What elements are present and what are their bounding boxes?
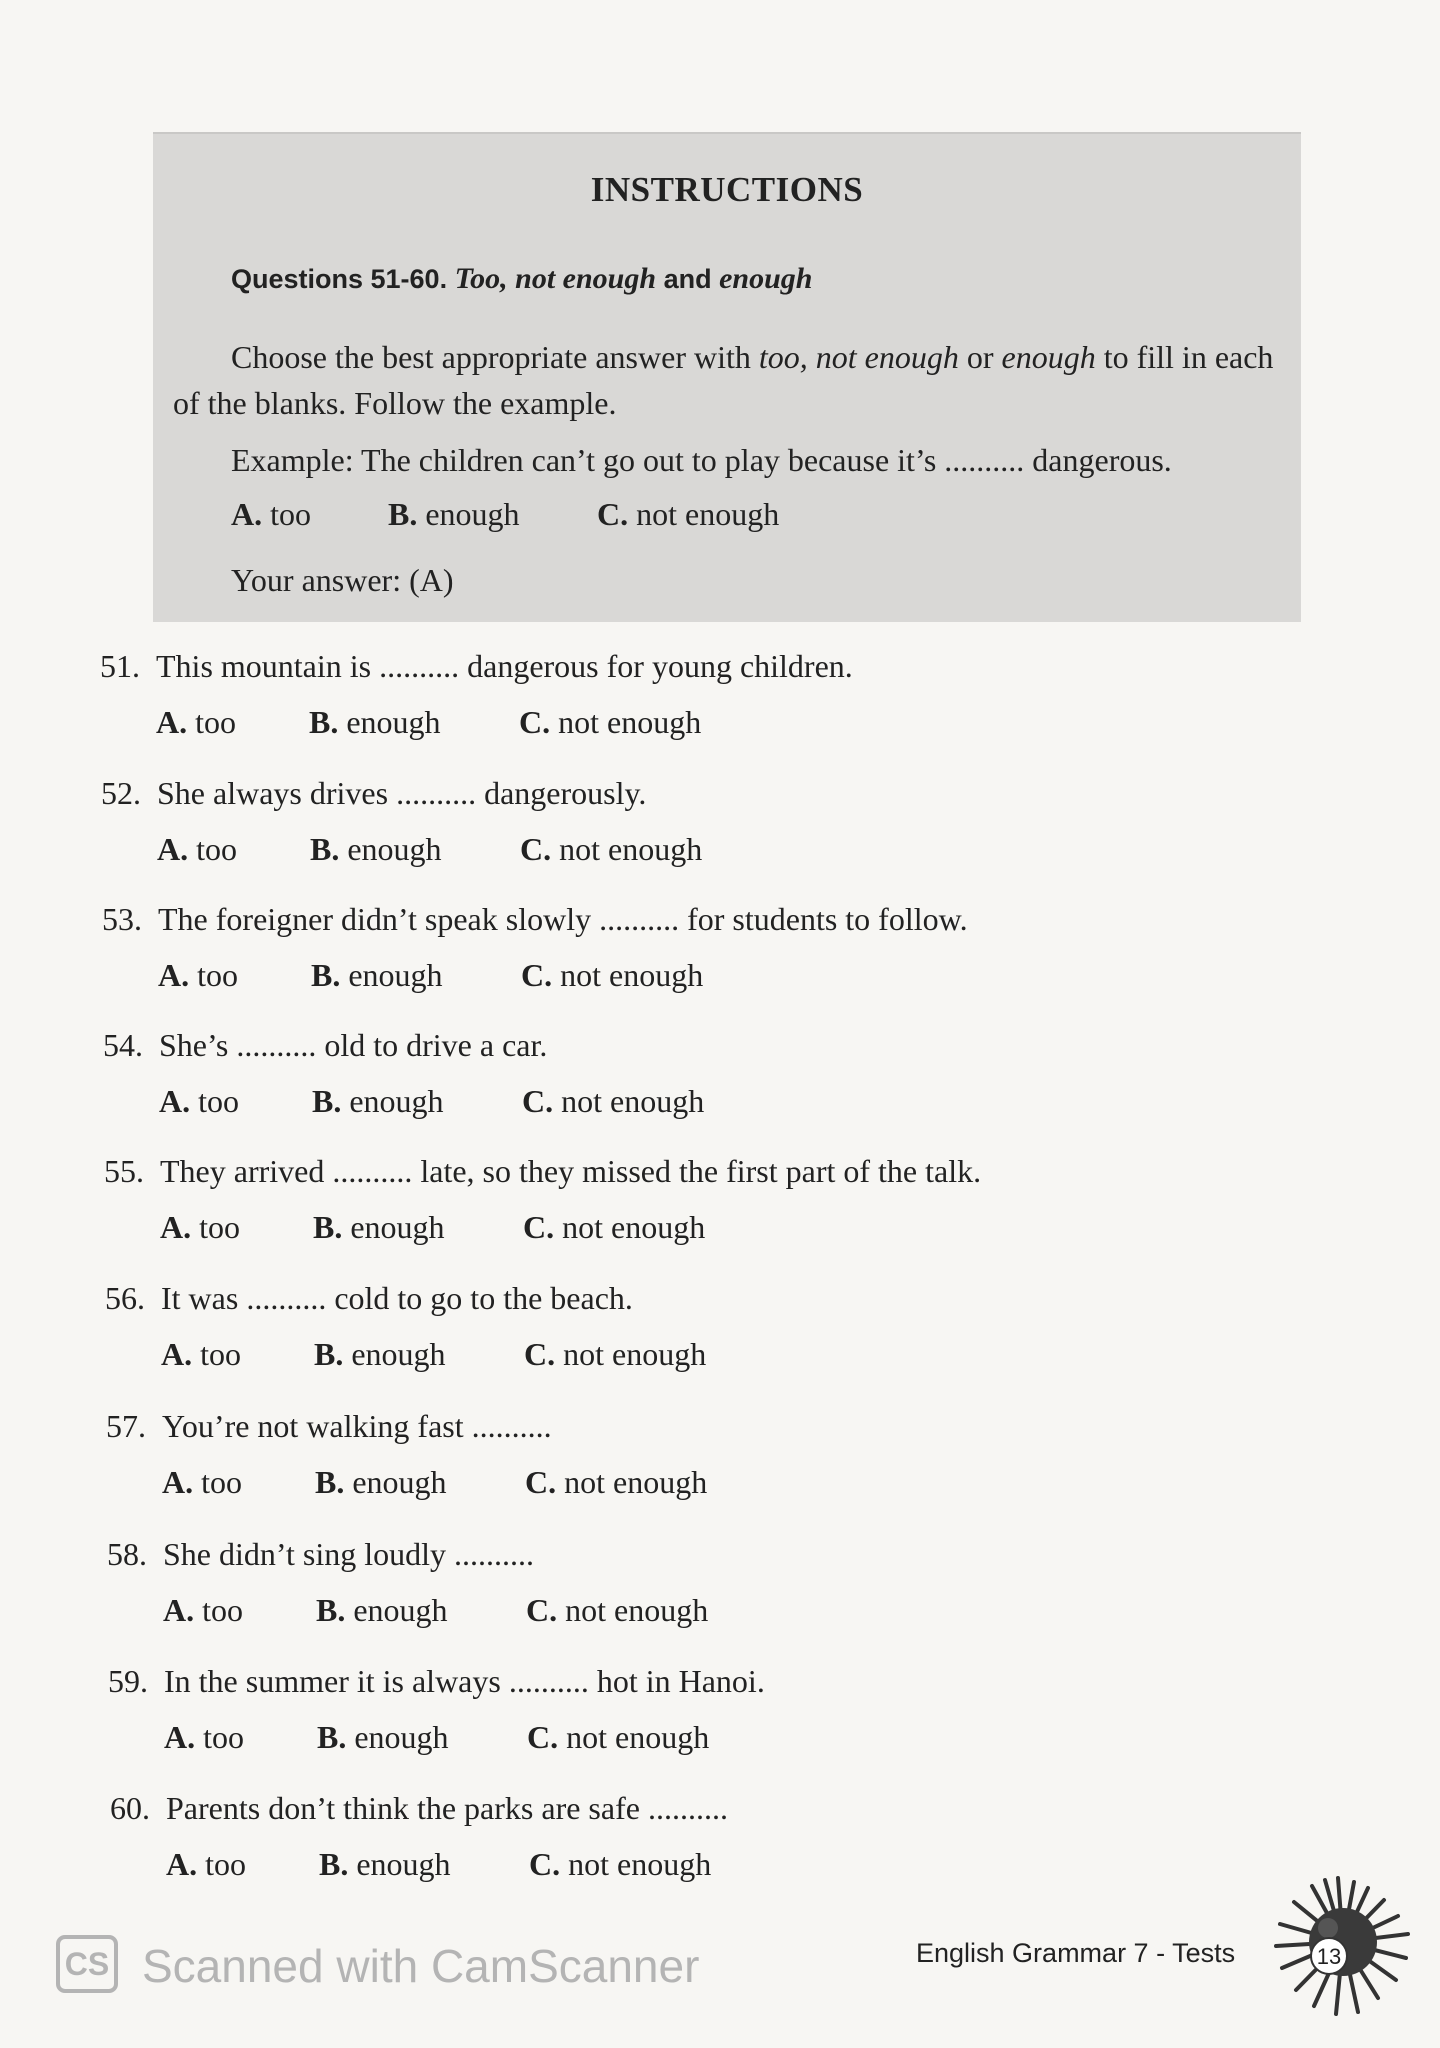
option-b[interactable]: B. enough: [315, 1464, 447, 1500]
question-number: 53.: [102, 901, 142, 937]
answer-options: [161, 1336, 1061, 1386]
range-label: Questions 51-60.: [231, 264, 448, 294]
option-c[interactable]: C. not enough: [524, 1336, 707, 1372]
example-answer: Your answer: (A): [231, 562, 454, 598]
book-title: English Grammar 7 - Tests: [916, 1938, 1236, 1968]
question-text: In the summer it is always .......... hot in Hanoi.: [164, 1663, 765, 1699]
question-number: 51.: [100, 648, 140, 684]
question-text: The foreigner didn’t speak slowly .......... for students to follow.: [158, 901, 968, 937]
option-b[interactable]: B. enough: [317, 1719, 449, 1755]
question-text: You’re not walking fast ..........: [162, 1408, 552, 1444]
option-b[interactable]: B. enough: [314, 1336, 446, 1372]
answer-options: [159, 1083, 1059, 1133]
question-text: It was .......... cold to go to the beach.: [161, 1280, 633, 1316]
answer-options: [160, 1209, 1060, 1259]
instructions-box: [153, 132, 1301, 622]
answer-options: [158, 957, 1058, 1007]
example-option-c: C. not enough: [597, 496, 780, 532]
question-text: This mountain is .......... dangerous for young children.: [156, 648, 853, 684]
instructions-paragraph: Choose the best appropriate answer with too, not enough or enough to fill in each of the blanks. Follow the example.: [173, 339, 1274, 421]
topic-enough: enough: [719, 262, 813, 295]
question-number: 60.: [110, 1790, 150, 1826]
answer-options: [163, 1592, 1063, 1642]
option-b[interactable]: B. enough: [316, 1592, 448, 1628]
option-a[interactable]: A. too: [164, 1719, 244, 1755]
option-c[interactable]: C. not enough: [527, 1719, 710, 1755]
question-number: 57.: [106, 1408, 146, 1444]
option-c[interactable]: C. not enough: [520, 831, 703, 867]
option-a[interactable]: A. too: [159, 1083, 239, 1119]
option-a[interactable]: A. too: [160, 1209, 240, 1245]
topic-too-not-enough: Too, not enough: [454, 262, 657, 295]
page-number: 13: [1310, 1937, 1348, 1975]
option-a[interactable]: A. too: [163, 1592, 243, 1628]
option-c[interactable]: C. not enough: [526, 1592, 709, 1628]
question-number: 55.: [104, 1153, 144, 1189]
option-a[interactable]: A. too: [166, 1846, 246, 1882]
option-b[interactable]: B. enough: [313, 1209, 445, 1245]
questions-range: [231, 262, 812, 296]
question-text: She always drives .......... dangerously.: [157, 775, 647, 811]
question-text: She didn’t sing loudly ..........: [163, 1536, 534, 1572]
question-number: 59.: [108, 1663, 148, 1699]
example-sentence: Example: The children can’t go out to play because it’s .......... dangerous.: [231, 442, 1172, 478]
example-option-b: B. enough: [388, 496, 520, 532]
camscanner-logo-icon: CS: [56, 1935, 118, 1993]
answer-options: [156, 704, 1056, 754]
question-text: They arrived .......... late, so they missed the first part of the talk.: [160, 1153, 982, 1189]
example-options: [231, 496, 1131, 546]
question-text: She’s .......... old to drive a car.: [159, 1027, 548, 1063]
question-number: 58.: [107, 1536, 147, 1572]
option-b[interactable]: B. enough: [312, 1083, 444, 1119]
option-c[interactable]: C. not enough: [525, 1464, 708, 1500]
answer-options: [162, 1464, 1062, 1514]
question-text: Parents don’t think the parks are safe ..........: [166, 1790, 728, 1826]
option-a[interactable]: A. too: [162, 1464, 242, 1500]
option-a[interactable]: A. too: [158, 957, 238, 993]
example-option-a: A. too: [231, 496, 311, 532]
question-number: 54.: [103, 1027, 143, 1063]
answer-options: [164, 1719, 1064, 1769]
option-a[interactable]: A. too: [157, 831, 237, 867]
answer-options: [166, 1846, 1066, 1896]
watermark-text: Scanned with CamScanner: [142, 1940, 700, 1992]
option-c[interactable]: C. not enough: [522, 1083, 705, 1119]
option-b[interactable]: B. enough: [309, 704, 441, 740]
option-c[interactable]: C. not enough: [519, 704, 702, 740]
option-a[interactable]: A. too: [161, 1336, 241, 1372]
instructions-title: INSTRUCTIONS: [590, 170, 864, 209]
option-b[interactable]: B. enough: [319, 1846, 451, 1882]
option-b[interactable]: B. enough: [311, 957, 443, 993]
option-a[interactable]: A. too: [156, 704, 236, 740]
option-b[interactable]: B. enough: [310, 831, 442, 867]
question-number: 56.: [105, 1280, 145, 1316]
option-c[interactable]: C. not enough: [529, 1846, 712, 1882]
option-c[interactable]: C. not enough: [521, 957, 704, 993]
topic-and: and: [663, 264, 712, 294]
question-number: 52.: [101, 775, 141, 811]
answer-options: [157, 831, 1057, 881]
option-c[interactable]: C. not enough: [523, 1209, 706, 1245]
